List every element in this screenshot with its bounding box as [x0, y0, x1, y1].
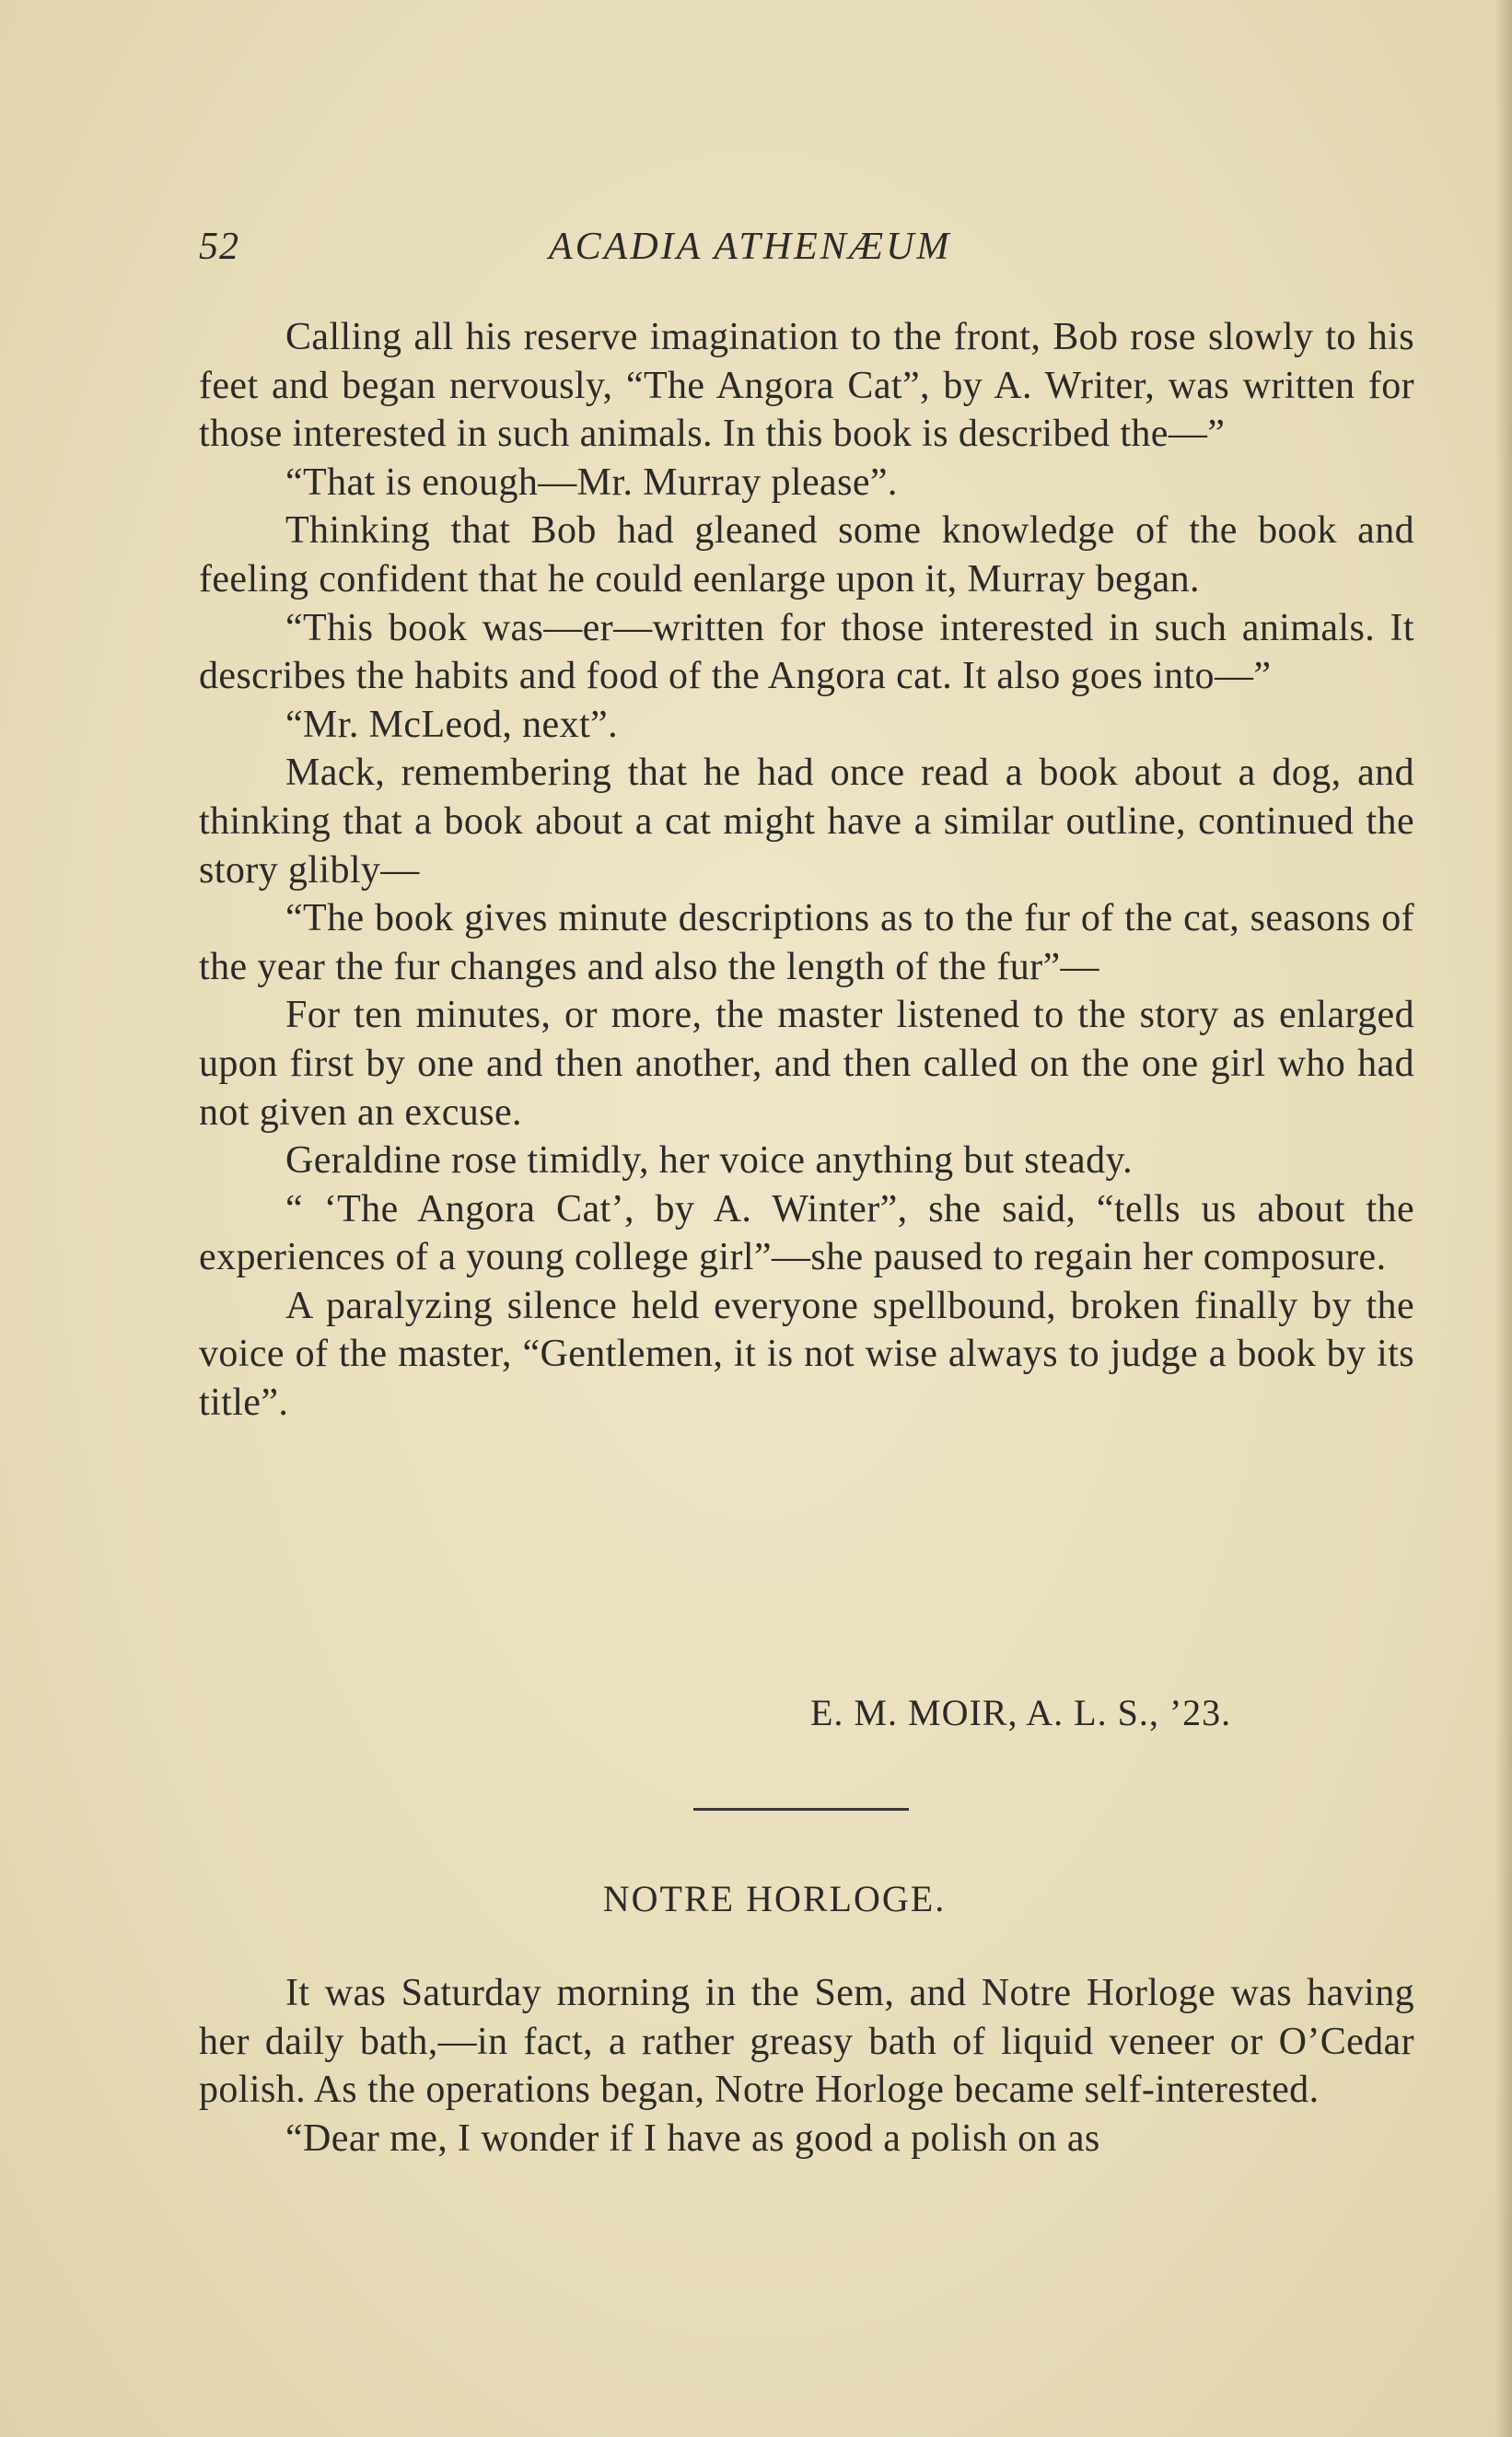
- running-title: ACADIA ATHENÆUM: [549, 226, 952, 268]
- paragraph: “That is enough—Mr. Murray please”.: [285, 461, 898, 504]
- paragraph: “This book was—er—written for those interested in such animals. It describes the habits and food of the Angora cat. It also goes into—”: [199, 606, 1414, 698]
- paragraph: It was Saturday morning in the Sem, and Notre Horloge was having her daily bath,—in fact, a rather greasy bath of liquid veneer or O’Cedar polish. As the operations began, Notre Horloge became self-interested.: [199, 1972, 1414, 2112]
- paragraph: Thinking that Bob had gleaned some knowledge of the book and feeling confident that he could eenlarge upon it, Murray began.: [199, 509, 1414, 601]
- paragraph: “Dear me, I wonder if I have as good a polish on as: [285, 2116, 1100, 2160]
- author-signature: E. M. MOIR, A. L. S., ’23.: [810, 1692, 1232, 1733]
- paragraph: “Mr. McLeod, next”.: [285, 703, 618, 746]
- paragraph: A paralyzing silence held everyone spellbound, broken finally by the voice of the master, “Gentlemen, it is not wise always to judge a book by its title”.: [199, 1284, 1414, 1425]
- section-divider: [693, 1808, 909, 1811]
- page-header: [199, 225, 1285, 280]
- notre-horloge-body: [199, 1969, 1414, 2163]
- paragraph: “ ‘The Angora Cat’, by A. Winter”, she said, “tells us about the experiences of a young college girl”—she paused to regain her composure.: [199, 1187, 1414, 1279]
- page-number: 52: [199, 226, 239, 268]
- paragraph: Mack, remembering that he had once read a book about a dog, and thinking that a book about a cat might have a similar outline, continued the story glibly—: [199, 752, 1414, 892]
- story-body: [199, 313, 1414, 1428]
- paragraph: Calling all his reserve imagination to the front, Bob rose slowly to his feet and began nervously, “The Angora Cat”, by A. Writer, was written for those interested in such animals. In this book is described the—”: [199, 316, 1414, 456]
- paragraph: “The book gives minute descriptions as to the fur of the cat, seasons of the year the fur changes and also the length of the fur”—: [199, 897, 1414, 988]
- page-edge-shadow: [1495, 0, 1512, 2437]
- section-heading: NOTRE HORLOGE.: [602, 1878, 947, 1919]
- paragraph: Geraldine rose timidly, her voice anything but steady.: [285, 1139, 1134, 1183]
- paragraph: For ten minutes, or more, the master listened to the story as enlarged upon first by one and then another, and then called on the one girl who had not given an excuse.: [199, 994, 1414, 1134]
